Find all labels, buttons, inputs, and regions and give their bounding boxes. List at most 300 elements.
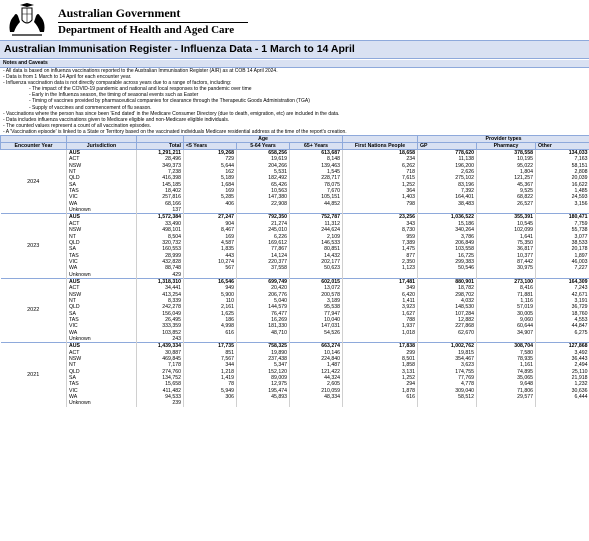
header-provider-group: Provider types [418, 136, 589, 143]
value-cell: 6,444 [536, 394, 589, 400]
value-cell: 102,099 [477, 227, 536, 233]
value-cell: 204,266 [237, 163, 290, 169]
value-cell: 26,495 [137, 317, 184, 323]
value-cell [418, 336, 477, 343]
value-cell: 8,467 [184, 227, 237, 233]
value-cell: 48,334 [290, 394, 343, 400]
value-cell: 242,278 [137, 304, 184, 310]
value-cell: 196,200 [418, 163, 477, 169]
value-cell: 273,100 [477, 278, 536, 285]
value-cell: 36,443 [536, 356, 589, 362]
value-cell: 3,156 [536, 201, 589, 207]
value-cell: 10,377 [477, 253, 536, 259]
jurisdiction-cell: TAS [67, 253, 137, 259]
value-cell: 3,191 [536, 298, 589, 304]
value-cell: 26,527 [477, 201, 536, 207]
value-cell: 103,852 [137, 330, 184, 336]
value-cell [536, 336, 589, 343]
value-cell: 144,579 [237, 304, 290, 310]
value-cell: 30,636 [536, 388, 589, 394]
value-cell: 5,040 [237, 298, 290, 304]
jurisdiction-cell: SA [67, 246, 137, 252]
value-cell: 243 [137, 336, 184, 343]
value-cell: 788 [343, 317, 418, 323]
value-cell: 7,243 [536, 285, 589, 291]
value-cell: 10,146 [290, 350, 343, 356]
value-cell: 5,347 [237, 362, 290, 368]
value-cell: 658,256 [237, 150, 290, 157]
value-cell: 349 [343, 285, 418, 291]
jurisdiction-cell: NT [67, 298, 137, 304]
table-row [1, 207, 589, 214]
value-cell: 432,828 [137, 259, 184, 265]
value-cell: 1,684 [184, 182, 237, 188]
value-cell: 1,487 [290, 362, 343, 368]
note-item: - Influenza vaccination data is not directly comparable across years due to a range of factors, including: [3, 80, 232, 87]
value-cell: 364 [343, 188, 418, 194]
value-cell: 4,587 [184, 240, 237, 246]
value-cell: 1,123 [343, 265, 418, 271]
value-cell: 36,729 [536, 304, 589, 310]
value-cell: 10,563 [237, 188, 290, 194]
value-cell: 20,178 [536, 246, 589, 252]
value-cell: 355,391 [477, 214, 536, 221]
value-cell: 3,077 [536, 234, 589, 240]
value-cell: 12,882 [418, 317, 477, 323]
value-cell: 294 [343, 381, 418, 387]
value-cell: 1,475 [343, 246, 418, 252]
value-cell: 1,036,522 [418, 214, 477, 221]
value-cell: 147,380 [237, 194, 290, 200]
value-cell: 2,350 [343, 259, 418, 265]
value-cell: 354,467 [418, 356, 477, 362]
value-cell: 904 [184, 221, 237, 227]
note-item: - Timing of vaccines provided by pharmaceutical companies for clearance through the Therapeutic Goods Administration (TGA) [29, 98, 310, 105]
value-cell: 699,749 [237, 278, 290, 285]
value-cell: 200,578 [290, 292, 343, 298]
value-cell: 5,900 [184, 292, 237, 298]
value-cell: 18,782 [418, 285, 477, 291]
value-cell: 1,161 [477, 362, 536, 368]
value-cell [477, 400, 536, 406]
page-title: Australian Immunisation Register - Influenza Data - 1 March to 14 April [0, 40, 589, 59]
jurisdiction-cell: SA [67, 311, 137, 317]
value-cell: 602,015 [290, 278, 343, 285]
value-cell [477, 207, 536, 214]
value-cell: 45,367 [477, 182, 536, 188]
value-cell [237, 336, 290, 343]
value-cell: 429 [137, 272, 184, 279]
value-cell: 74,895 [477, 369, 536, 375]
value-cell: 146,533 [290, 240, 343, 246]
header-first-nations: First Nations People [343, 143, 418, 150]
value-cell: 134,033 [536, 150, 589, 157]
value-cell: 210,059 [290, 388, 343, 394]
col-blank [343, 136, 418, 143]
value-cell: 9,060 [477, 317, 536, 323]
value-cell: 2,161 [184, 304, 237, 310]
value-cell: 6,420 [343, 292, 418, 298]
header-65plus: 65+ Years [290, 143, 343, 150]
value-cell: 10,040 [290, 317, 343, 323]
value-cell: 237,438 [237, 356, 290, 362]
encounter-year-cell: 2024 [1, 150, 67, 214]
value-cell: 244,624 [290, 227, 343, 233]
header-5-64: 5-64 Years [237, 143, 290, 150]
value-cell: 28,999 [137, 253, 184, 259]
jurisdiction-cell: NSW [67, 163, 137, 169]
value-cell [477, 272, 536, 279]
value-cell: 851 [184, 350, 237, 356]
jurisdiction-cell: ACT [67, 221, 137, 227]
header-total: Total [137, 143, 184, 150]
value-cell: 42,671 [536, 292, 589, 298]
header-jurisdiction: Jurisdiction [67, 143, 137, 150]
value-cell: 8,501 [343, 356, 418, 362]
jurisdiction-cell: VIC [67, 323, 137, 329]
value-cell: 121,422 [290, 369, 343, 375]
value-cell: 9,648 [477, 381, 536, 387]
header-gp: GP [418, 143, 477, 150]
value-cell: 7,580 [477, 350, 536, 356]
value-cell: 349,373 [137, 163, 184, 169]
value-cell: 1,485 [536, 188, 589, 194]
value-cell: 729 [184, 156, 237, 162]
value-cell: 298,702 [418, 292, 477, 298]
value-cell: 1,937 [343, 323, 418, 329]
value-cell: 44,852 [290, 201, 343, 207]
value-cell: 220,377 [237, 259, 290, 265]
jurisdiction-cell: WA [67, 265, 137, 271]
value-cell: 14,432 [290, 253, 343, 259]
notes-list [3, 68, 586, 135]
value-cell [418, 400, 477, 406]
jurisdiction-cell: ACT [67, 350, 137, 356]
value-cell: 7,389 [343, 240, 418, 246]
value-cell: 134,752 [137, 375, 184, 381]
value-cell: 1,878 [343, 388, 418, 394]
value-cell: 8,416 [477, 285, 536, 291]
value-cell: 78,075 [290, 182, 343, 188]
value-cell: 21,274 [237, 221, 290, 227]
value-cell: 4,998 [184, 323, 237, 329]
table-row [1, 343, 589, 350]
value-cell: 3,786 [418, 234, 477, 240]
value-cell: 3,492 [536, 350, 589, 356]
value-cell: 89,009 [237, 375, 290, 381]
value-cell: 30,887 [137, 350, 184, 356]
jurisdiction-cell: Unknown [67, 336, 137, 343]
jurisdiction-cell: VIC [67, 259, 137, 265]
value-cell: 1,411 [343, 298, 418, 304]
value-cell: 88,748 [137, 265, 184, 271]
value-cell [477, 336, 536, 343]
value-cell: 80,851 [290, 246, 343, 252]
value-cell [418, 207, 477, 214]
jurisdiction-cell: Unknown [67, 207, 137, 214]
note-item: - Early in the Influenza season, the timing of seasonal events such as Easter [29, 92, 199, 99]
jurisdiction-cell: WA [67, 201, 137, 207]
value-cell: 1,641 [477, 234, 536, 240]
notes-heading: Notes and Caveats [0, 60, 589, 68]
value-cell: 34,907 [477, 330, 536, 336]
value-cell: 2,494 [536, 362, 589, 368]
value-cell: 616 [184, 330, 237, 336]
value-cell [290, 400, 343, 406]
table-row [1, 336, 589, 343]
value-cell: 469,845 [137, 356, 184, 362]
value-cell: 416,398 [137, 175, 184, 181]
value-cell: 18,658 [343, 150, 418, 157]
value-cell: 1,545 [290, 169, 343, 175]
note-item: - Data includes influenza vaccinations given to Medicare eligible and non-Medicare eligible individuals. [3, 116, 230, 123]
col-blank [1, 136, 67, 143]
value-cell: 16,269 [237, 317, 290, 323]
value-cell: 54,526 [290, 330, 343, 336]
value-cell: 29,577 [477, 394, 536, 400]
value-cell: 20,420 [237, 285, 290, 291]
value-cell: 55,738 [536, 227, 589, 233]
jurisdiction-cell: WA [67, 394, 137, 400]
value-cell: 406 [184, 201, 237, 207]
header-lt5: <5 Years [184, 143, 237, 150]
value-cell: 83,196 [418, 182, 477, 188]
value-cell: 60,644 [477, 323, 536, 329]
value-cell: 164,401 [418, 194, 477, 200]
value-cell: 10,195 [477, 156, 536, 162]
value-cell: 127,868 [536, 343, 589, 350]
value-cell: 4,778 [418, 381, 477, 387]
col-blank [137, 136, 184, 143]
jurisdiction-cell: TAS [67, 381, 137, 387]
value-cell: 78 [184, 381, 237, 387]
department-name: Department of Health and Aged Care [58, 22, 248, 36]
value-cell [237, 400, 290, 406]
value-cell: 95,022 [477, 163, 536, 169]
jurisdiction-cell: VIC [67, 388, 137, 394]
value-cell: 19,619 [237, 156, 290, 162]
value-cell: 174,755 [418, 369, 477, 375]
value-cell: 107,284 [418, 311, 477, 317]
table-row [1, 278, 589, 285]
table-row [1, 400, 589, 406]
value-cell: 44,847 [536, 323, 589, 329]
note-item: - Data is from 1 March to 14 April for each encounter year. [3, 74, 132, 81]
value-cell: 378,558 [477, 150, 536, 157]
encounter-year-cell: 2022 [1, 278, 67, 342]
header-pharmacy: Pharmacy [477, 143, 536, 150]
value-cell: 7,567 [184, 356, 237, 362]
value-cell: 234 [343, 156, 418, 162]
jurisdiction-cell: AUS [67, 343, 137, 350]
value-cell [343, 336, 418, 343]
value-cell [290, 207, 343, 214]
value-cell: 20,039 [536, 175, 589, 181]
encounter-year-cell: 2023 [1, 214, 67, 278]
value-cell: 27,247 [184, 214, 237, 221]
value-cell: 1,858 [343, 362, 418, 368]
jurisdiction-cell: WA [67, 330, 137, 336]
value-cell: 65,426 [237, 182, 290, 188]
notes-section [0, 59, 589, 135]
value-cell: 180,471 [536, 214, 589, 221]
jurisdiction-cell: TAS [67, 188, 137, 194]
note-item: - Vaccinations where the person has since been 'End dated' in the Medicare Consumer Directory (due to death, emigration, etc) are included in the data. [3, 110, 340, 117]
value-cell: 75,350 [477, 240, 536, 246]
note-item: - The impact of the COVID-19 pandemic and national and local responses to the pandemic over time [29, 86, 252, 93]
value-cell: 1,439,334 [137, 343, 184, 350]
value-cell: 19,815 [418, 350, 477, 356]
value-cell: 567 [184, 265, 237, 271]
value-cell: 758,325 [237, 343, 290, 350]
note-item: - The counted values represent a count of all vaccination episodes. [3, 122, 152, 129]
value-cell: 34,441 [137, 285, 184, 291]
value-cell: 1,318,310 [137, 278, 184, 285]
value-cell: 6,275 [536, 330, 589, 336]
value-cell: 7,238 [137, 169, 184, 175]
value-cell: 45,893 [237, 394, 290, 400]
encounter-year-cell: 2021 [1, 343, 67, 407]
value-cell: 498,101 [137, 227, 184, 233]
value-cell: 48,710 [237, 330, 290, 336]
value-cell: 110 [184, 298, 237, 304]
value-cell: 308,704 [477, 343, 536, 350]
value-cell: 17,735 [184, 343, 237, 350]
value-cell: 10,274 [184, 259, 237, 265]
value-cell [343, 400, 418, 406]
value-cell [237, 272, 290, 279]
value-cell: 50,546 [418, 265, 477, 271]
value-cell: 71,881 [477, 292, 536, 298]
value-cell: 1,897 [536, 253, 589, 259]
jurisdiction-cell: AUS [67, 214, 137, 221]
value-cell: 443 [184, 253, 237, 259]
coat-of-arms-icon [4, 2, 50, 38]
value-cell: 202,177 [290, 259, 343, 265]
value-cell: 76,477 [237, 311, 290, 317]
value-cell: 8,339 [137, 298, 184, 304]
value-cell: 306 [184, 394, 237, 400]
value-cell: 22,908 [237, 201, 290, 207]
value-cell: 616 [343, 394, 418, 400]
value-cell: 94,533 [137, 394, 184, 400]
value-cell: 11,312 [290, 221, 343, 227]
value-cell: 12,975 [237, 381, 290, 387]
value-cell [290, 272, 343, 279]
value-cell: 121,257 [477, 175, 536, 181]
value-cell: 274,760 [137, 369, 184, 375]
jurisdiction-cell: NSW [67, 356, 137, 362]
value-cell: 245,010 [237, 227, 290, 233]
table-row [1, 214, 589, 221]
value-cell: 309,040 [418, 388, 477, 394]
value-cell: 7,392 [418, 188, 477, 194]
value-cell: 87,442 [477, 259, 536, 265]
jurisdiction-cell: AUS [67, 278, 137, 285]
value-cell: 877 [343, 253, 418, 259]
value-cell: 1,018 [343, 330, 418, 336]
value-cell: 275,102 [418, 175, 477, 181]
value-cell: 1,804 [477, 169, 536, 175]
value-cell [536, 400, 589, 406]
value-cell: 16,622 [536, 182, 589, 188]
jurisdiction-cell: QLD [67, 175, 137, 181]
value-cell: 9,525 [477, 188, 536, 194]
value-cell: 4,032 [418, 298, 477, 304]
value-cell: 880,901 [418, 278, 477, 285]
value-cell: 68,166 [137, 201, 184, 207]
value-cell: 5,949 [184, 388, 237, 394]
value-cell: 25,110 [536, 369, 589, 375]
value-cell: 343 [343, 221, 418, 227]
jurisdiction-cell: Unknown [67, 400, 137, 406]
value-cell: 340,264 [418, 227, 477, 233]
value-cell: 139,463 [290, 163, 343, 169]
value-cell: 38,533 [536, 240, 589, 246]
value-cell: 7,163 [536, 156, 589, 162]
value-cell: 1,252 [343, 375, 418, 381]
value-cell: 186 [184, 317, 237, 323]
value-cell: 8,730 [343, 227, 418, 233]
value-cell: 5,285 [184, 194, 237, 200]
value-cell: 13,072 [290, 285, 343, 291]
value-cell: 1,218 [184, 369, 237, 375]
value-cell: 6,226 [237, 234, 290, 240]
value-cell: 23,256 [343, 214, 418, 221]
value-cell: 71,806 [477, 388, 536, 394]
value-cell: 2,605 [290, 381, 343, 387]
value-cell: 227,868 [418, 323, 477, 329]
value-cell: 413,254 [137, 292, 184, 298]
value-cell [343, 272, 418, 279]
value-cell: 57,019 [477, 304, 536, 310]
value-cell: 105,151 [290, 194, 343, 200]
value-cell: 3,189 [290, 298, 343, 304]
page-header [0, 0, 589, 40]
value-cell: 16,725 [418, 253, 477, 259]
value-cell: 1,835 [184, 246, 237, 252]
value-cell: 160,553 [137, 246, 184, 252]
value-cell: 333,359 [137, 323, 184, 329]
jurisdiction-cell: NT [67, 362, 137, 368]
value-cell: 2,626 [418, 169, 477, 175]
value-cell: 1,627 [343, 311, 418, 317]
table-row [1, 272, 589, 279]
value-cell [184, 207, 237, 214]
value-cell: 10,545 [477, 221, 536, 227]
jurisdiction-cell: AUS [67, 150, 137, 157]
value-cell: 1,002,762 [418, 343, 477, 350]
value-cell: 145,185 [137, 182, 184, 188]
value-cell: 5,531 [237, 169, 290, 175]
value-cell [184, 400, 237, 406]
value-cell: 46,003 [536, 259, 589, 265]
value-cell: 663,274 [290, 343, 343, 350]
value-cell: 1,291,211 [137, 150, 184, 157]
value-cell: 169 [184, 234, 237, 240]
value-cell: 1,116 [477, 298, 536, 304]
value-cell: 18,402 [137, 188, 184, 194]
note-item: - Supply of vaccines and commencement of flu season. [29, 104, 152, 111]
value-cell: 37,558 [237, 265, 290, 271]
jurisdiction-cell: QLD [67, 304, 137, 310]
header-age-group: Age [184, 136, 343, 143]
value-cell: 206,776 [237, 292, 290, 298]
value-cell: 718 [343, 169, 418, 175]
value-cell: 8,504 [137, 234, 184, 240]
value-cell: 7,227 [536, 265, 589, 271]
value-cell [418, 272, 477, 279]
